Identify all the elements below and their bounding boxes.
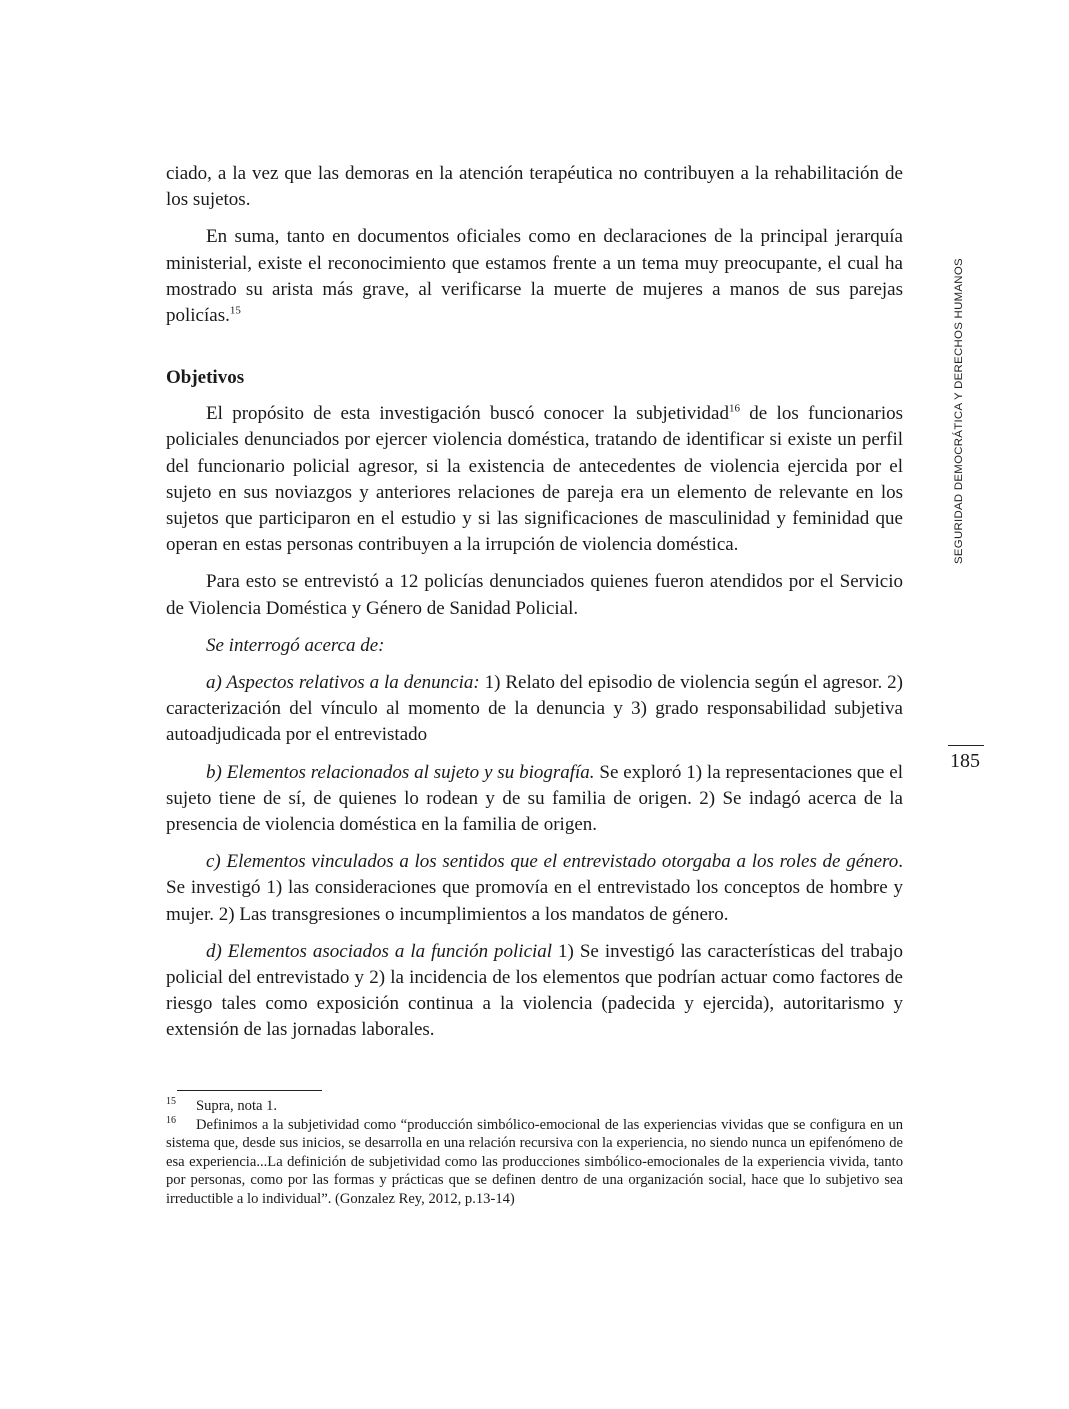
page-number: 185 bbox=[950, 750, 980, 772]
body-text bbox=[166, 161, 903, 1055]
paragraph-4: Para esto se entrevistó a 12 policías denunciados quienes fueron atendidos por el Servicio de Violencia Doméstica y Género de Sanidad Policial. bbox=[166, 571, 903, 619]
running-header-vertical: SEGURIDAD DEMOCRÁTICA Y DERECHOS HUMANOS bbox=[953, 258, 965, 564]
item-b: b) Elementos relacionados al sujeto y su biografía. Se exploró 1) la representaciones que el sujeto tiene de sí, de quienes lo rodean y de su familia de origen. 2) Se indagó acerca de la presencia de violencia doméstica en la familia de origen. bbox=[166, 761, 903, 836]
footnote-15: 15 Supra, nota 1. bbox=[166, 1096, 278, 1114]
paragraph-2: En suma, tanto en documentos oficiales como en declaraciones de la principal jerarquía ministerial, existe el reconocimiento que estamos frente a un tema muy preocupante, el cual ha mostrado su arista más grave, al verificarse la muerte de mujeres a manos de sus parejas policías.$^{15}$ bbox=[166, 226, 903, 327]
item-d: d) Elementos asociados a la función policial 1) Se investigó las características del trabajo policial del entrevistado y 2) la incidencia de los elementos que podrían actuar como factores de riesgo tales como exposición continua a la violencia (padecida y ejercida), autoritarismo y extensión de las jornadas laborales. bbox=[166, 940, 903, 1041]
page-number-rule bbox=[948, 745, 984, 746]
paragraph-3: El propósito de esta investigación buscó conocer la subjetividad$^{16}$ de los funcionarios policiales denunciados por ejercer violencia doméstica, tratando de identificar si existe un perfil del funcionario policial agresor, si la existencia de antecedentes de violencia ejercida por el sujeto en sus noviazgos y anteriores relaciones de pareja era un elemento de relevante en los sujetos que participaron en el estudio y si las significaciones de masculinidad y feminidad que operan en estas personas contribuyen a la irrupción de violencia doméstica. bbox=[166, 402, 903, 556]
item-a: a) Aspectos relativos a la denuncia: 1) Relato del episodio de violencia según el agresor. 2) caracterización del vínculo al momento de la denuncia y 3) grado responsabilidad subjetiva autoadjudicada por el entrevistado bbox=[166, 672, 903, 746]
footnote-separator bbox=[177, 1090, 322, 1091]
footnote-ref-15[interactable]: 15 bbox=[229, 304, 241, 317]
footnotes bbox=[166, 1097, 903, 1209]
paragraph-5: Se interrogó acerca de: bbox=[206, 634, 385, 656]
item-c: c) Elementos vinculados a los sentidos que el entrevistado otorgaba a los roles de género. Se investigó 1) las consideraciones que promovía en el entrevistado los conceptos de hombre y mujer. 2) Las transgresiones o incumplimientos a los mandatos de género. bbox=[166, 851, 903, 925]
footnote-ref-16[interactable]: 16 bbox=[728, 402, 740, 415]
footnote-16: 16 Definimos a la subjetividad como “producción simbólico-emocional de las experiencias vividas que se configura en un sistema que, desde sus inicios, se desarrolla en una relación recursiva con la experiencia, no siendo nunca un epifenómeno de esa experiencia...La definición de subjetividad como las producciones simbólico-emocionales de la experiencia vivida, tanto por personas, como por las formas y prácticas que se definen dentro de una organización social, hace que lo subjetivo sea irreductible a lo individual”. (Gonzalez Rey, 2012, p.13-14) bbox=[166, 1114, 903, 1207]
section-heading: Objetivos bbox=[166, 367, 245, 389]
paragraph-1: ciado, a la vez que las demoras en la atención terapéutica no contribuyen a la rehabilitación de los sujetos. bbox=[166, 163, 903, 211]
